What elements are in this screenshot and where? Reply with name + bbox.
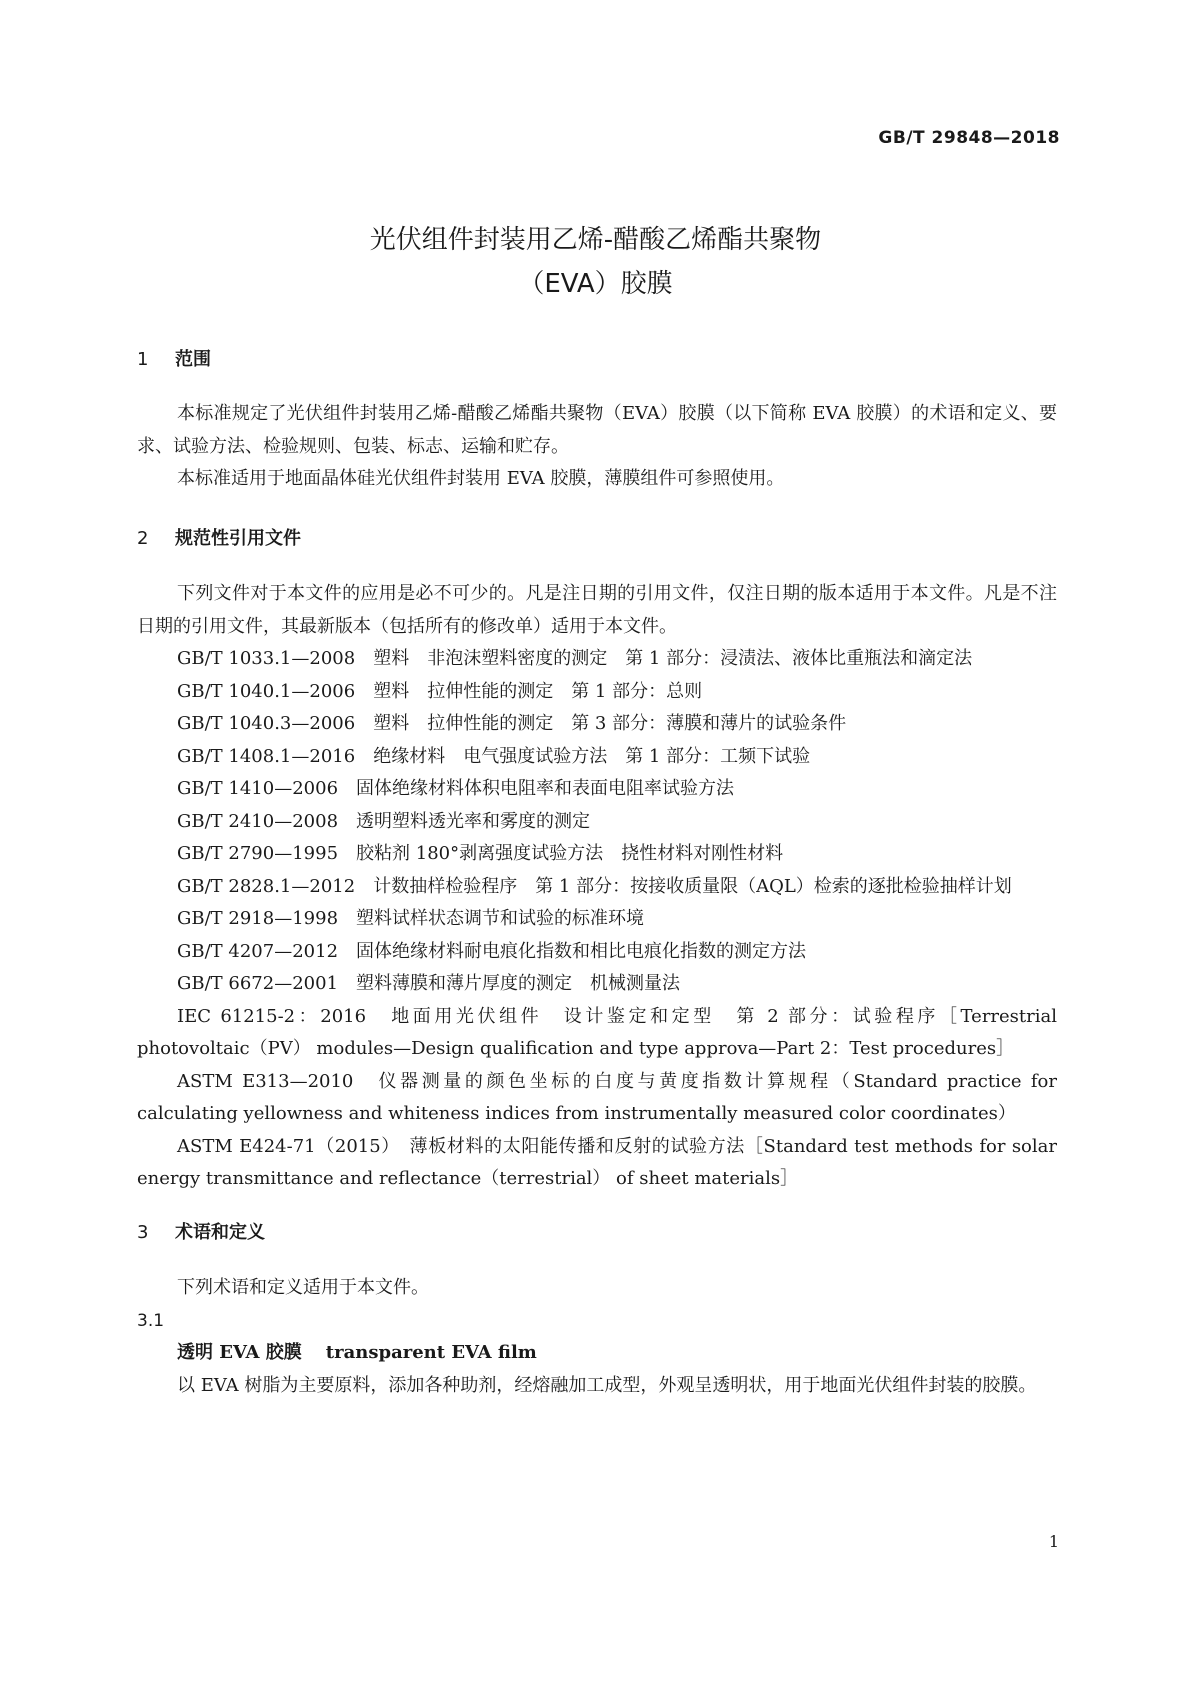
term-chinese: 透明 EVA 胶膜 — [177, 1342, 302, 1363]
section-2-body — [137, 578, 1057, 1196]
reference-item: GB/T 1033.1—2008 塑料 非泡沫塑料密度的测定 第 1 部分：浸渍法、液体比重瓶法和滴定法 — [177, 648, 973, 669]
section-number: 2 — [137, 528, 149, 549]
paragraph: 本标准适用于地面晶体硅光伏组件封装用 EVA 胶膜，薄膜组件可参照使用。 — [177, 468, 785, 489]
paragraph: 下列术语和定义适用于本文件。 — [177, 1277, 429, 1298]
section-number: 3 — [137, 1222, 149, 1243]
term-number: 3.1 — [137, 1310, 165, 1331]
reference-item: GB/T 2828.1—2012 计数抽样检验程序 第 1 部分：按接收质量限（AQL）检索的逐批检验抽样计划 — [177, 875, 1012, 897]
reference-item: ASTM E313—2010 仪器测量的颜色坐标的白度与黄度指数计算规程（Standard practice for calculating yellowness and whiteness indices from instrumentally measured color coordinates） — [137, 1070, 1057, 1124]
title-line-2: （EVA）胶膜 — [518, 269, 673, 299]
title-line-1: 光伏组件封装用乙烯-醋酸乙烯酯共聚物 — [369, 225, 822, 255]
reference-item: GB/T 2410—2008 透明塑料透光率和雾度的测定 — [177, 810, 591, 832]
term-heading — [137, 1337, 1057, 1370]
section-number: 1 — [137, 349, 149, 370]
reference-item: ASTM E424-71（2015） 薄板材料的太阳能传播和反射的试验方法［Standard test methods for solar energy transmittance and reflectance（terrestrial） of sheet materials］ — [137, 1135, 1057, 1189]
paragraph: 下列文件对于本文件的应用是必不可少的。凡是注日期的引用文件，仅注日期的版本适用于本文件。凡是不注日期的引用文件，其最新版本（包括所有的修改单）适用于本文件。 — [137, 583, 1057, 637]
section-1-heading — [137, 345, 211, 371]
reference-item: GB/T 2918—1998 塑料试样状态调节和试验的标准环境 — [177, 908, 645, 929]
term-english: transparent EVA film — [325, 1342, 537, 1363]
paragraph: 本标准规定了光伏组件封装用乙烯-醋酸乙烯酯共聚物（EVA）胶膜（以下简称 EVA 胶膜）的术语和定义、要求、试验方法、检验规则、包装、标志、运输和贮存。 — [137, 403, 1057, 457]
reference-item: GB/T 4207—2012 固体绝缘材料耐电痕化指数和相比电痕化指数的测定方法 — [177, 940, 807, 962]
reference-item: GB/T 1410—2006 固体绝缘材料体积电阻率和表面电阻率试验方法 — [177, 778, 735, 799]
section-title: 规范性引用文件 — [175, 528, 301, 549]
reference-item: GB/T 6672—2001 塑料薄膜和薄片厚度的测定 机械测量法 — [177, 973, 681, 994]
reference-item: GB/T 1408.1—2016 绝缘材料 电气强度试验方法 第 1 部分：工频下试验 — [177, 745, 811, 767]
standard-number: GB/T 29848—2018 — [878, 128, 1060, 148]
section-3-body — [137, 1272, 1057, 1402]
section-title: 术语和定义 — [175, 1222, 265, 1243]
section-2-heading — [137, 524, 301, 550]
section-3-heading — [137, 1218, 265, 1244]
reference-item: GB/T 2790—1995 胶粘剂 180°剥离强度试验方法 挠性材料对刚性材料 — [177, 843, 784, 864]
term-definition: 以 EVA 树脂为主要原料，添加各种助剂，经熔融加工成型，外观呈透明状，用于地面光伏组件封装的胶膜。 — [177, 1374, 1037, 1396]
section-title: 范围 — [175, 349, 211, 370]
reference-item: GB/T 1040.1—2006 塑料 拉伸性能的测定 第 1 部分：总则 — [177, 680, 703, 702]
page-number: 1 — [1048, 1532, 1059, 1551]
reference-item: IEC 61215-2：2016 地面用光伏组件 设计鉴定和定型 第 2 部分：试验程序［Terrestrial photovoltaic（PV） modules—Design qualification and type approva—Part 2：Test procedures］ — [137, 1005, 1057, 1059]
section-1-body — [137, 398, 1057, 496]
reference-item: GB/T 1040.3—2006 塑料 拉伸性能的测定 第 3 部分：薄膜和薄片的试验条件 — [177, 713, 847, 734]
document-title — [0, 218, 1191, 306]
